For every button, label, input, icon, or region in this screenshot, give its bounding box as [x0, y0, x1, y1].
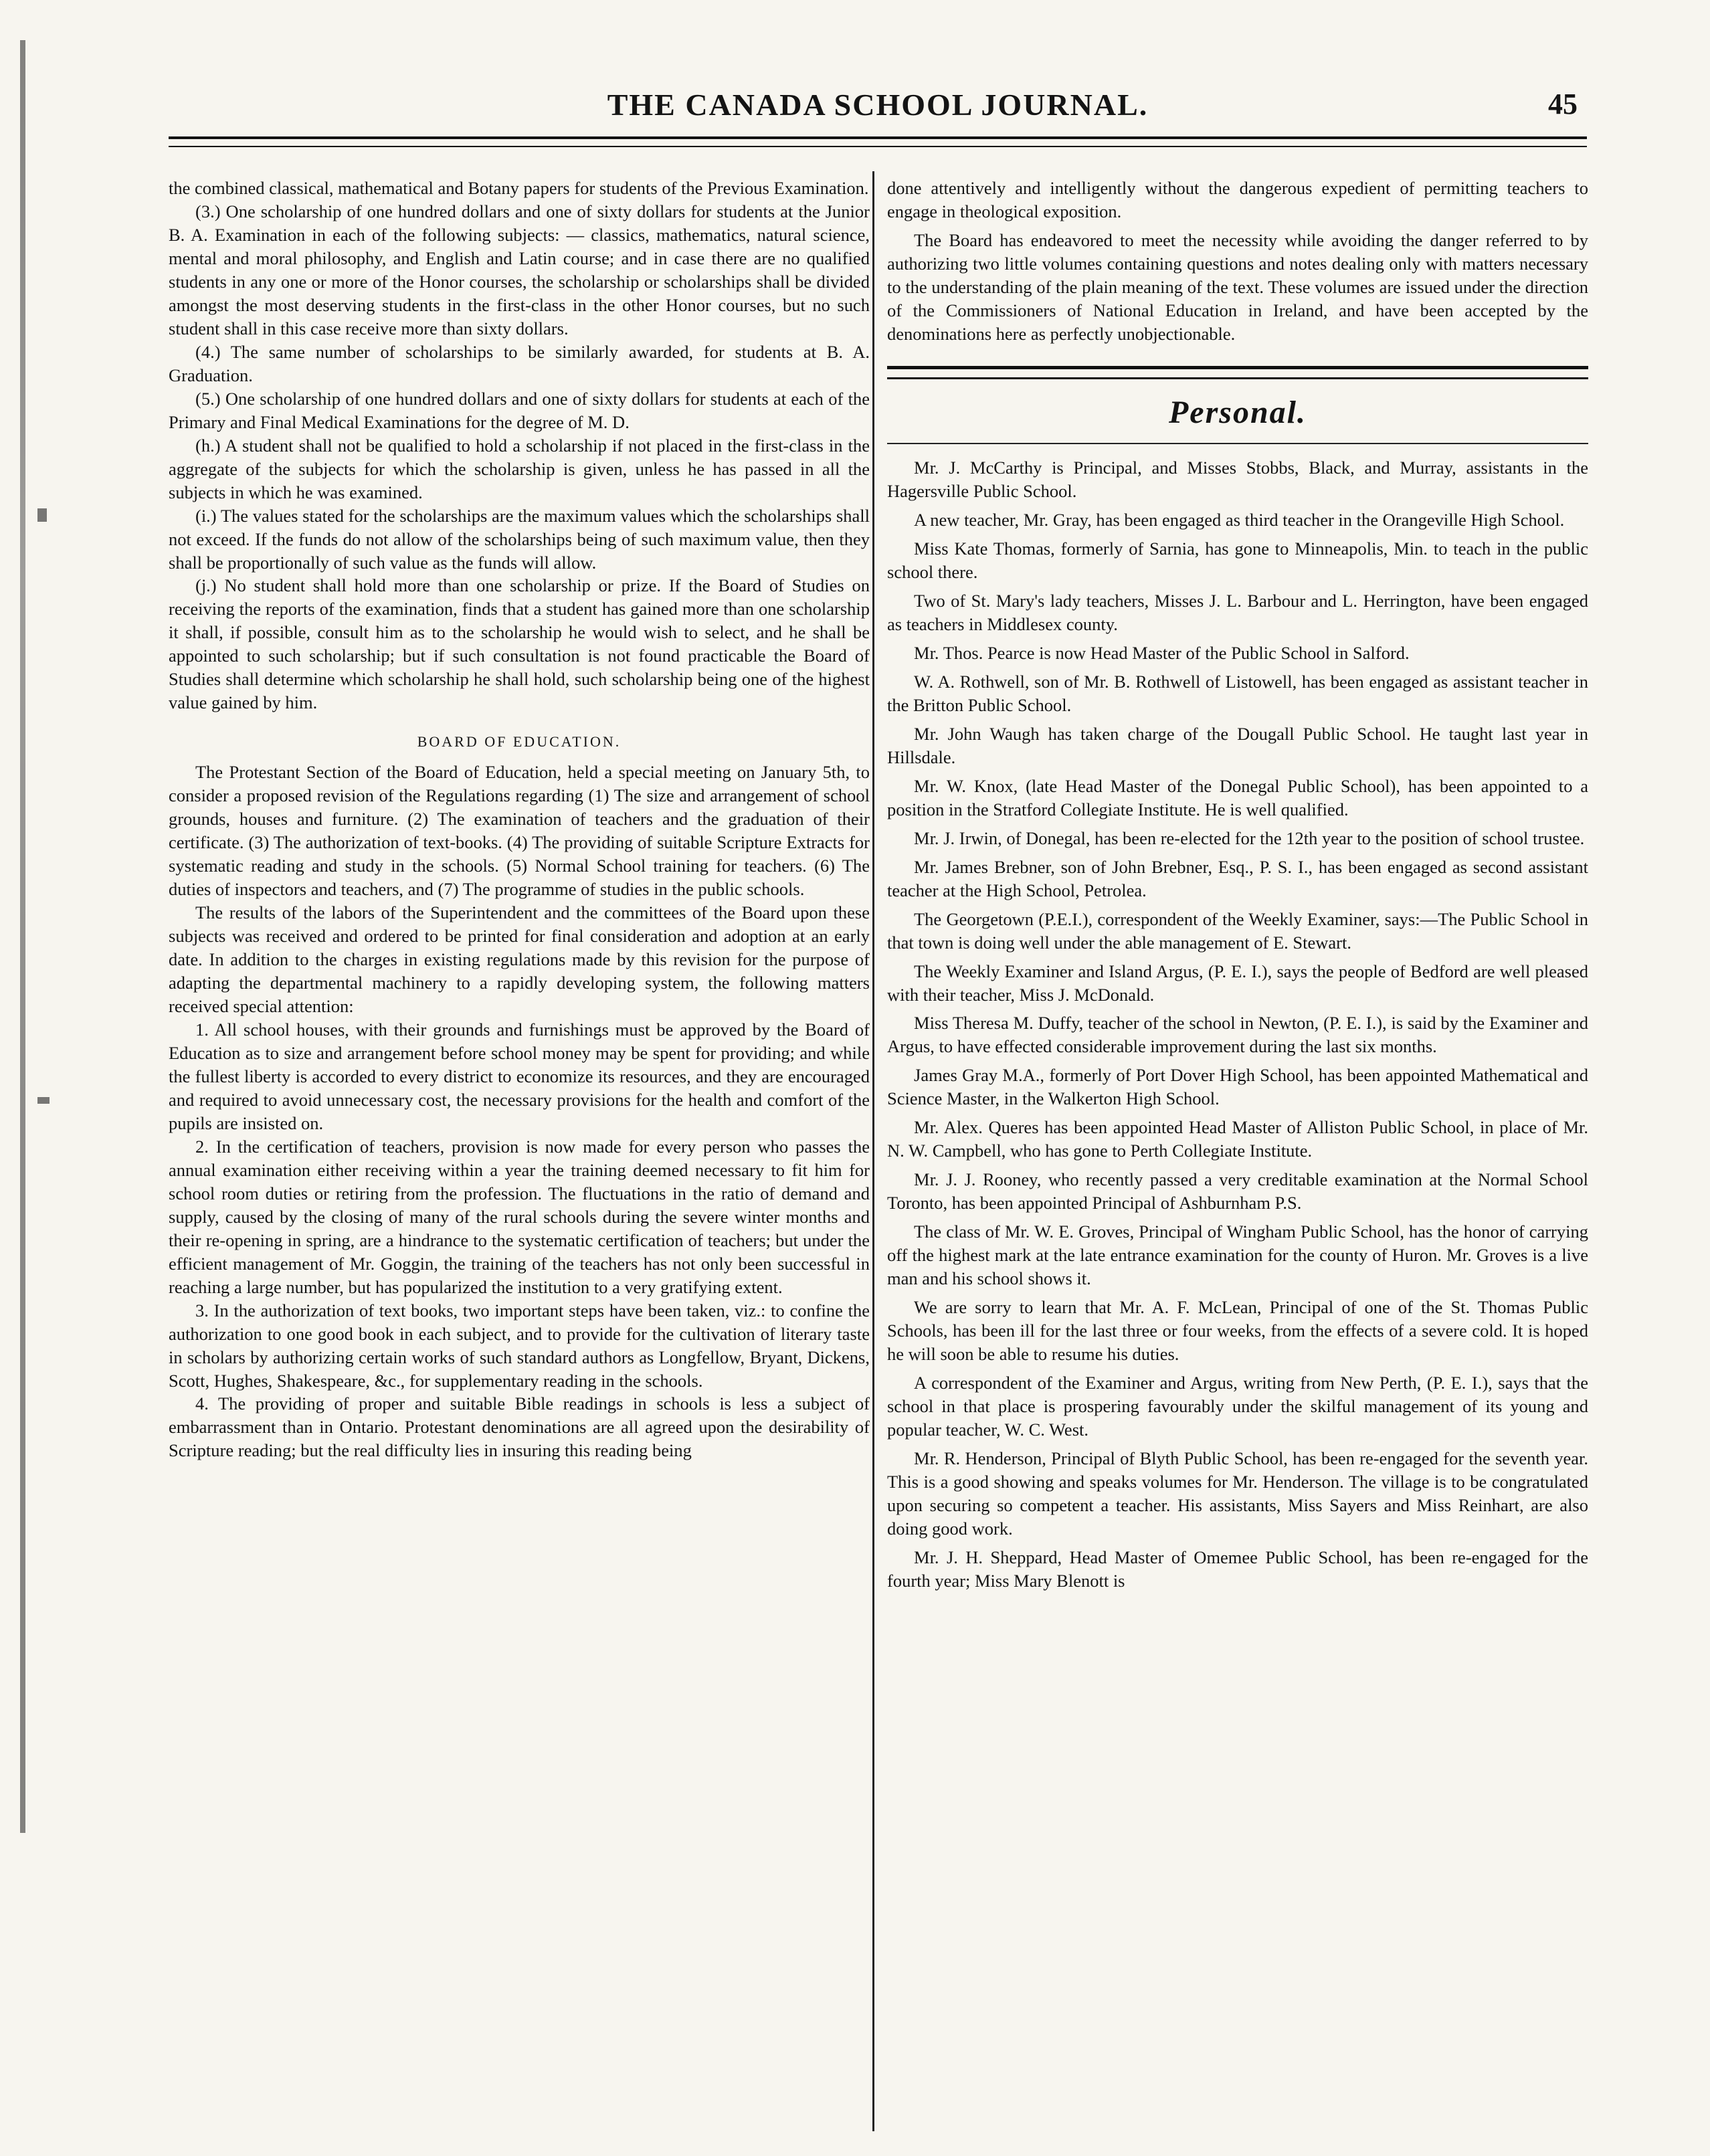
personal-item: W. A. Rothwell, son of Mr. B. Rothwell of Listowell, has been engaged as assistant teacher in the Britton Public School. — [887, 671, 1588, 715]
personal-item: Miss Kate Thomas, formerly of Sarnia, has gone to Minneapolis, Min. to teach in the public school there. — [887, 538, 1588, 583]
scan-mark — [37, 508, 47, 522]
paragraph: done attentively and intelligently without the dangerous expedient of permitting teachers to engage in theological exposition. — [887, 178, 1588, 221]
personal-item: Mr. J. McCarthy is Principal, and Misses Stobbs, Black, and Murray, assistants in the Hagersville Public School. — [887, 458, 1588, 502]
paragraph: the combined classical, mathematical and Botany papers for students of the Previous Examination. — [169, 178, 869, 198]
header-rule — [169, 136, 1587, 147]
paragraph: 1. All school houses, with their grounds and furnishings must be approved by the Board of Education as to size and arrangement before school money may be spent for providing; and while the fullest liberty is accorded to every district to economize its resources, and they are encouraged and required to avoid unnecessary cost, the necessary provisions for the health and comfort of the pupils are insisted on. — [169, 1019, 870, 1133]
scan-edge-shadow — [20, 40, 25, 1833]
personal-item: A new teacher, Mr. Gray, has been engaged as third teacher in the Orangeville High School. — [914, 510, 1565, 530]
personal-item: The Georgetown (P.E.I.), correspondent of the Weekly Examiner, says:—The Public School in that town is doing well under the able management of E. Stewart. — [887, 908, 1588, 953]
scan-mark — [37, 1097, 50, 1104]
paragraph: The Board has endeavored to meet the necessity while avoiding the danger referred to by authorizing two little volumes containing questions and notes dealing only with matters necessary to the understanding of the plain meaning of the text. These volumes are issued under the direction of the Commissioners of National Education in Ireland, and have been accepted by the denominations here as perfectly unobjectionable. — [887, 229, 1588, 344]
paragraph: (5.) One scholarship of one hundred dollars and one of sixty dollars for students at each of the Primary and Final Medical Examinations for the degree of M. D. — [169, 388, 870, 432]
paragraph: (j.) No student shall hold more than one scholarship or prize. If the Board of Studies on receiving the reports of the examination, finds that a student has gained more than one scholarship it shall, if possible, consult him as to the scholarship he would wish to select, and he shall be appointed to such scholarship; but if such consultation is not found practicable the Board of Studies shall determine which scholarship he shall hold, such scholarship being one of the highest value gained by him. — [169, 575, 870, 713]
journal-title: THE CANADA SCHOOL JOURNAL. — [607, 88, 1149, 122]
section-heading-board-of-education: BOARD OF EDUCATION. — [417, 733, 622, 751]
left-column — [169, 177, 870, 2117]
paragraph: (h.) A student shall not be qualified to hold a scholarship if not placed in the first-class in the aggregate of the subjects for which the scholarship is given, unless he has passed in all the subjects in which he was examined. — [169, 435, 870, 502]
paragraph: (i.) The values stated for the scholarships are the maximum values which the scholarships shall not exceed. If the funds do not allow of the scholarships being of such maximum value, then they shall be proportionally of such value as the funds will allow. — [169, 505, 870, 573]
personal-item: We are sorry to learn that Mr. A. F. McLean, Principal of one of the St. Thomas Public Schools, has been ill for the last three or four weeks, from the effects of a severe cold. It is hoped he will soon be able to resume his duties. — [887, 1297, 1588, 1365]
personal-item: James Gray M.A., formerly of Port Dover High School, has been appointed Mathematical and Science Master, in the Walkerton High School. — [887, 1065, 1588, 1109]
personal-item: Mr. James Brebner, son of John Brebner, Esq., P. S. I., has been engaged as second assistant teacher at the High School, Petrolea. — [887, 856, 1588, 900]
page-header — [169, 80, 1587, 131]
personal-item: Miss Theresa M. Duffy, teacher of the school in Newton, (P. E. I.), is said by the Examiner and Argus, to have effected considerable improvement during the last six months. — [887, 1013, 1588, 1057]
personal-item: The Weekly Examiner and Island Argus, (P. E. I.), says the people of Bedford are well pleased with their teacher, Miss J. McDonald. — [887, 961, 1588, 1005]
personal-item: Mr. R. Henderson, Principal of Blyth Public School, has been re-engaged for the seventh year. This is a good showing and speaks volumes for Mr. Henderson. The village is to be congratulated upon securing so competent a teacher. His assistants, Miss Sayers and Miss Reinhart, are also doing good work. — [887, 1448, 1588, 1539]
paragraph: The Protestant Section of the Board of Education, held a special meeting on January 5th, to consider a proposed revision of the Regulations regarding (1) The size and arrangement of school grounds, houses and furniture. (2) The examination of teachers and the graduation of their certificate. (3) The authorization of text-books. (4) The providing of suitable Scripture Extracts for systematic reading and study in the schools. (5) Normal School training for teachers. (6) The duties of inspectors and teachers, and (7) The programme of studies in the public schools. — [169, 762, 870, 900]
personal-item: Two of St. Mary's lady teachers, Misses J. L. Barbour and L. Herrington, have been engaged as teachers in Middlesex county. — [887, 590, 1588, 634]
paragraph: (4.) The same number of scholarships to be similarly awarded, for students at B. A. Graduation. — [169, 341, 870, 385]
personal-item: The class of Mr. W. E. Groves, Principal of Wingham Public School, has the honor of carrying off the highest mark at the late entrance examination for the county of Huron. Mr. Groves is a live man and his school shows it. — [887, 1221, 1588, 1289]
section-rule-thin — [887, 443, 1588, 444]
page-number: 45 — [1548, 88, 1578, 120]
personal-item: Mr. J. Irwin, of Donegal, has been re-elected for the 12th year to the position of school trustee. — [914, 827, 1585, 848]
section-heading-personal: Personal. — [1168, 394, 1307, 430]
section-rule — [887, 366, 1588, 379]
column-divider — [872, 171, 874, 2131]
personal-item: Mr. J. J. Rooney, who recently passed a very creditable examination at the Normal School Toronto, has been appointed Principal of Ashburnham P.S. — [887, 1169, 1588, 1213]
personal-item: Mr. J. H. Sheppard, Head Master of Omemee Public School, has been re-engaged for the fourth year; Miss Mary Blenott is — [887, 1547, 1588, 1591]
personal-item: Mr. Thos. Pearce is now Head Master of the Public School in Salford. — [914, 642, 1410, 663]
paragraph: The results of the labors of the Superintendent and the committees of the Board upon these subjects was received and ordered to be printed for final consideration and adoption at an early date. In addition to the charges in existing regulations made by this revision for the purpose of adapting the departmental machinery to a rapidly developing system, the following matters received special attention: — [169, 902, 870, 1016]
right-column — [887, 177, 1588, 2117]
personal-item: Mr. Alex. Queres has been appointed Head Master of Alliston Public School, in place of Mr. N. W. Campbell, who has gone to Perth Collegiate Institute. — [887, 1117, 1588, 1161]
personal-item: Mr. W. Knox, (late Head Master of the Donegal Public School), has been appointed to a position in the Stratford Collegiate Institute. He is well qualified. — [887, 775, 1588, 819]
paragraph: (3.) One scholarship of one hundred dollars and one of sixty dollars for students at the Junior B. A. Examination in each of the following subjects: — classics, mathematics, natural science, mental and moral philosophy, and English and Latin course; and in case there are no qualified students in any one or more of the Honor courses, the scholarship or scholarships shall be divided amongst the most deserving students in the first-class in the other Honor courses, but no such student shall in this case receive more than sixty dollars. — [169, 201, 870, 338]
paragraph: 3. In the authorization of text books, two important steps have been taken, viz.: to confine the authorization to one good book in each subject, and to provide for the cultivation of literary taste in scholars by authorizing certain works of such standard authors as Longfellow, Bryant, Dickens, Scott, Hughes, Shakespeare, &c., for supplementary reading in the schools. — [169, 1300, 870, 1391]
personal-item: A correspondent of the Examiner and Argus, writing from New Perth, (P. E. I.), says that the school in that place is prospering favourably under the skilful management of its young and popular teacher, W. C. West. — [887, 1373, 1588, 1440]
paragraph: 2. In the certification of teachers, provision is now made for every person who passes the annual examination either receiving within a year the training deemed necessary to fit him for school room duties or retiring from the profession. The fluctuations in the ratio of demand and supply, caused by the closing of many of the rural schools during the severe winter months and their re-opening in spring, are a hindrance to the systematic certification of teachers; but under the efficient management of Mr. Goggin, the training of the teachers has not only been successful in reaching a large number, but has popularized the institution to a very gratifying extent. — [169, 1136, 870, 1297]
personal-item: Mr. John Waugh has taken charge of the Dougall Public School. He taught last year in Hillsdale. — [887, 723, 1588, 767]
paragraph: 4. The providing of proper and suitable Bible readings in schools is less a subject of embarrassment than in Ontario. Protestant denominations are all agreed upon the desirability of Scripture reading; but the real difficulty lies in insuring this reading being — [169, 1393, 870, 1461]
